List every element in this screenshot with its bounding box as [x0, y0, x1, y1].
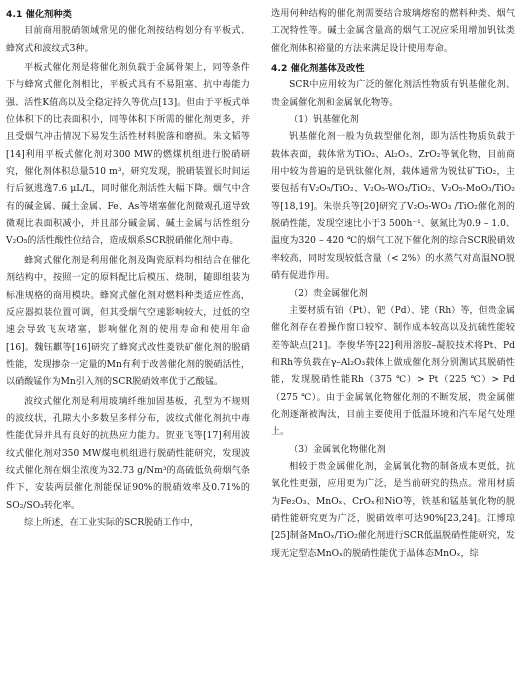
left-column [6, 6, 250, 532]
right-column [271, 6, 515, 563]
paragraph-honeycomb-catalyst: 蜂窝式催化剂是利用催化剂及陶瓷原料均相结合在催化剂结构中，按照一定的原料配比后模压、烧制，随即组装为标准规格的商用模块。蜂窝式催化剂对燃料种类适应性高，反应器拟装位置可调，但其受烟气空速影响较大，过低的空速会导致飞灰堵塞，影响催化剂的使用寿命和使用年命[16]。魏钰麒等[16]研究了蜂窝式改性菱铁矿催化剂的脱硝性能，发现掺杂一定量的Mn有利于改善催化剂的脱硝活性，以硝酸锰作为Mn引入剂的SCR脱硝效率优于乙酸锰。 [6, 255, 250, 388]
paragraph-base-modification-intro: SCR中应用较为广泛的催化剂活性物质有钒基催化剂、贵金属催化剂和金属氧化物等。 [271, 80, 515, 108]
paragraph-vanadium-catalyst: 钒基催化剂一般为负载型催化剂，即为活性物质负载于载体表面，载体常为TiO₂、Al₂O₃、ZrO₂等氧化物，目前商用中较为普遍的是钒钛催化剂，载体通常为锐钛矿TiO₂，主要包括有V₂O₅/TiO₂、V₂O₅-WO₃/TiO₂、V₂O₅-MoO₃/TiO₂等[18,19]。朱崇兵等[20]研究了V₂O₅-WO₃ /TiO₂催化剂的脱硝性能，发现空速比小于3 500h⁻¹、氨氮比为0.9 – 1.0、温度为320 – 420 ℃的烟气工况下催化剂的综合SCR脱硝效率较高，同时发现较低含量（< 2%）的水蒸气对高温NO脱硝有促进作用。 [271, 132, 515, 282]
paragraph-metal-oxide-catalyst: 相较于贵金属催化剂，金属氧化物的制备成本更低，抗氧化性更强，应用更为广泛，是当前研究的热点。常用材质为Fe₂O₃、MnOₓ、CrOₓ和NiO等，铁基和锰基氧化物的脱硝性能研究更为广泛，脱硝效率可达90%[23,24]。江博琼[25]制备MnOₓ/TiO₂催化剂进行SCR低温脱硝性能研究，发现无定型态MnOₓ的脱硝性能优于晶体态MnOₓ，综 [271, 461, 515, 559]
section-heading-4-2: 4.2 催化剂基体及改性 [271, 63, 365, 75]
paragraph-catalyst-types-intro: 目前商用脱硝领域常见的催化剂按结构划分有平板式、蜂窝式和波纹式3种。 [6, 26, 250, 54]
subheading-noble-metal-catalyst: （2）贵金属催化剂 [289, 288, 368, 299]
subheading-vanadium-catalyst: （1）钒基催化剂 [289, 115, 359, 126]
section-heading-4-1: 4.1 催化剂种类 [6, 9, 72, 20]
paragraph-summary-end: 选用何种结构的催化剂需要结合玻璃熔窑的燃料种类、烟气工况特性等。碱土金属含量高的烟气工况应采用增加钒钛类催化剂体积裕量的方法来满足设计使用寿命。 [271, 9, 515, 54]
paragraph-noble-metal-catalyst: 主要材质有铂（Pt）、钯（Pd）、铑（Rh）等，但贵金属催化剂存在着操作窗口较窄、制作成本较高以及抗硫性能较差等缺点[21]。李俊华等[22]利用溶胶–凝胶技术将Pt、Pd和Rh等负载在γ–Al₂O₃载体上做成催化剂分别测试其脱硝性能，发现脱硝性能Rh（375 ℃）> Pt（225 ℃）> Pd（275 ℃）。由于金属氧化物催化剂的不断发展，贵金属催化剂逐渐被淘汰，目前主要使用于低温环境和汽车尾气处理上。 [271, 305, 515, 438]
paragraph-plate-catalyst: 平板式催化剂是将催化剂负载于金属骨架上，同等条件下与蜂窝式催化剂相比，平板式具有不易阻塞、抗中毒能力强、活性K值高以及全稳定持久等优点[13]。但由于平板式单位体积下的比表面积小，同等体积下所需的催化剂更多，并且受烟气冲击情况下易发生活性材料脱落和磨损。朱文韬等[14]利用平板式催化剂对300 MW的燃煤机组进行脱硝研究，催化剂体积总量510 m³，研究发现，脱硝装置长时间运行后氨逃逸7.6 μL/L，同时催化剂活性大幅下降。烟气中含有的碱金属、碱土金属、Fe、As等堵塞催化剂微观孔道导致微观比表面积减小，并且部分碱金属、碱土金属与活性组分V₂O₅的活性酸性位结合，造成烟系SCR脱硝催化剂中毒。 [6, 63, 250, 247]
paragraph-summary-start: 综上所述，在工业实际的SCR脱硝工作中， [24, 517, 199, 528]
paragraph-corrugated-catalyst: 波纹式催化剂是利用玻璃纤维加固基板，孔型为不规则的波纹状，孔隙大小多数呈多样分布，波纹式催化剂抗中毒性能优异并具有良好的抗热应力能力。贺亚飞等[17]利用波纹式催化剂对350 MW煤电机组进行脱硝性能研究，发现波纹式催化剂在烟尘浓度为32.73 g/Nm³的高硫低负荷烟气条件下，安装两层催化剂能保证90%的脱硝效率及0.71%的SO₂/SO₃转化率。 [6, 396, 250, 511]
subheading-metal-oxide-catalyst: （3）金属氧化物催化剂 [289, 444, 386, 455]
